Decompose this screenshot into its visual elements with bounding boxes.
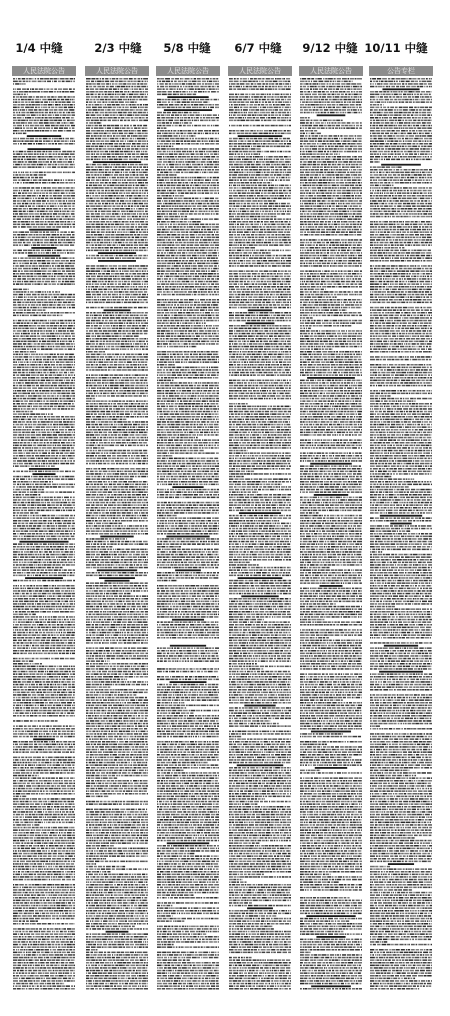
text-texture [156,78,220,992]
dense-text-block [156,78,220,992]
column-label-10-11: 10/11 中缝 [361,40,431,56]
column-label-6-7: 6/7 中缝 [223,40,293,56]
notice-strip-1-4 [12,66,76,992]
notice-strip-9-12 [299,66,363,992]
strip-header: 人民法院公告 [299,66,363,76]
notice-strip-5-8 [156,66,220,992]
text-texture [299,78,363,992]
strip-header: 人民法院公告 [228,66,292,76]
dense-text-block [369,78,433,992]
text-texture [228,78,292,992]
strip-header: 人民法院公告 [156,66,220,76]
text-texture [369,78,433,992]
dense-text-block [85,78,149,992]
column-label-2-3: 2/3 中缝 [83,40,153,56]
text-texture [12,78,76,992]
notice-strip-2-3 [85,66,149,992]
strip-header: 人民法院公告 [85,66,149,76]
dense-text-block [12,78,76,992]
text-texture [85,78,149,992]
column-label-1-4: 1/4 中缝 [4,40,74,56]
column-label-9-12: 9/12 中缝 [295,40,365,56]
dense-text-block [299,78,363,992]
dense-text-block [228,78,292,992]
notice-strip-10-11 [369,66,433,992]
column-label-5-8: 5/8 中缝 [152,40,222,56]
strip-header: 人民法院公告 [12,66,76,76]
notice-strip-6-7 [228,66,292,992]
strip-header: 公告专栏 [369,66,433,76]
